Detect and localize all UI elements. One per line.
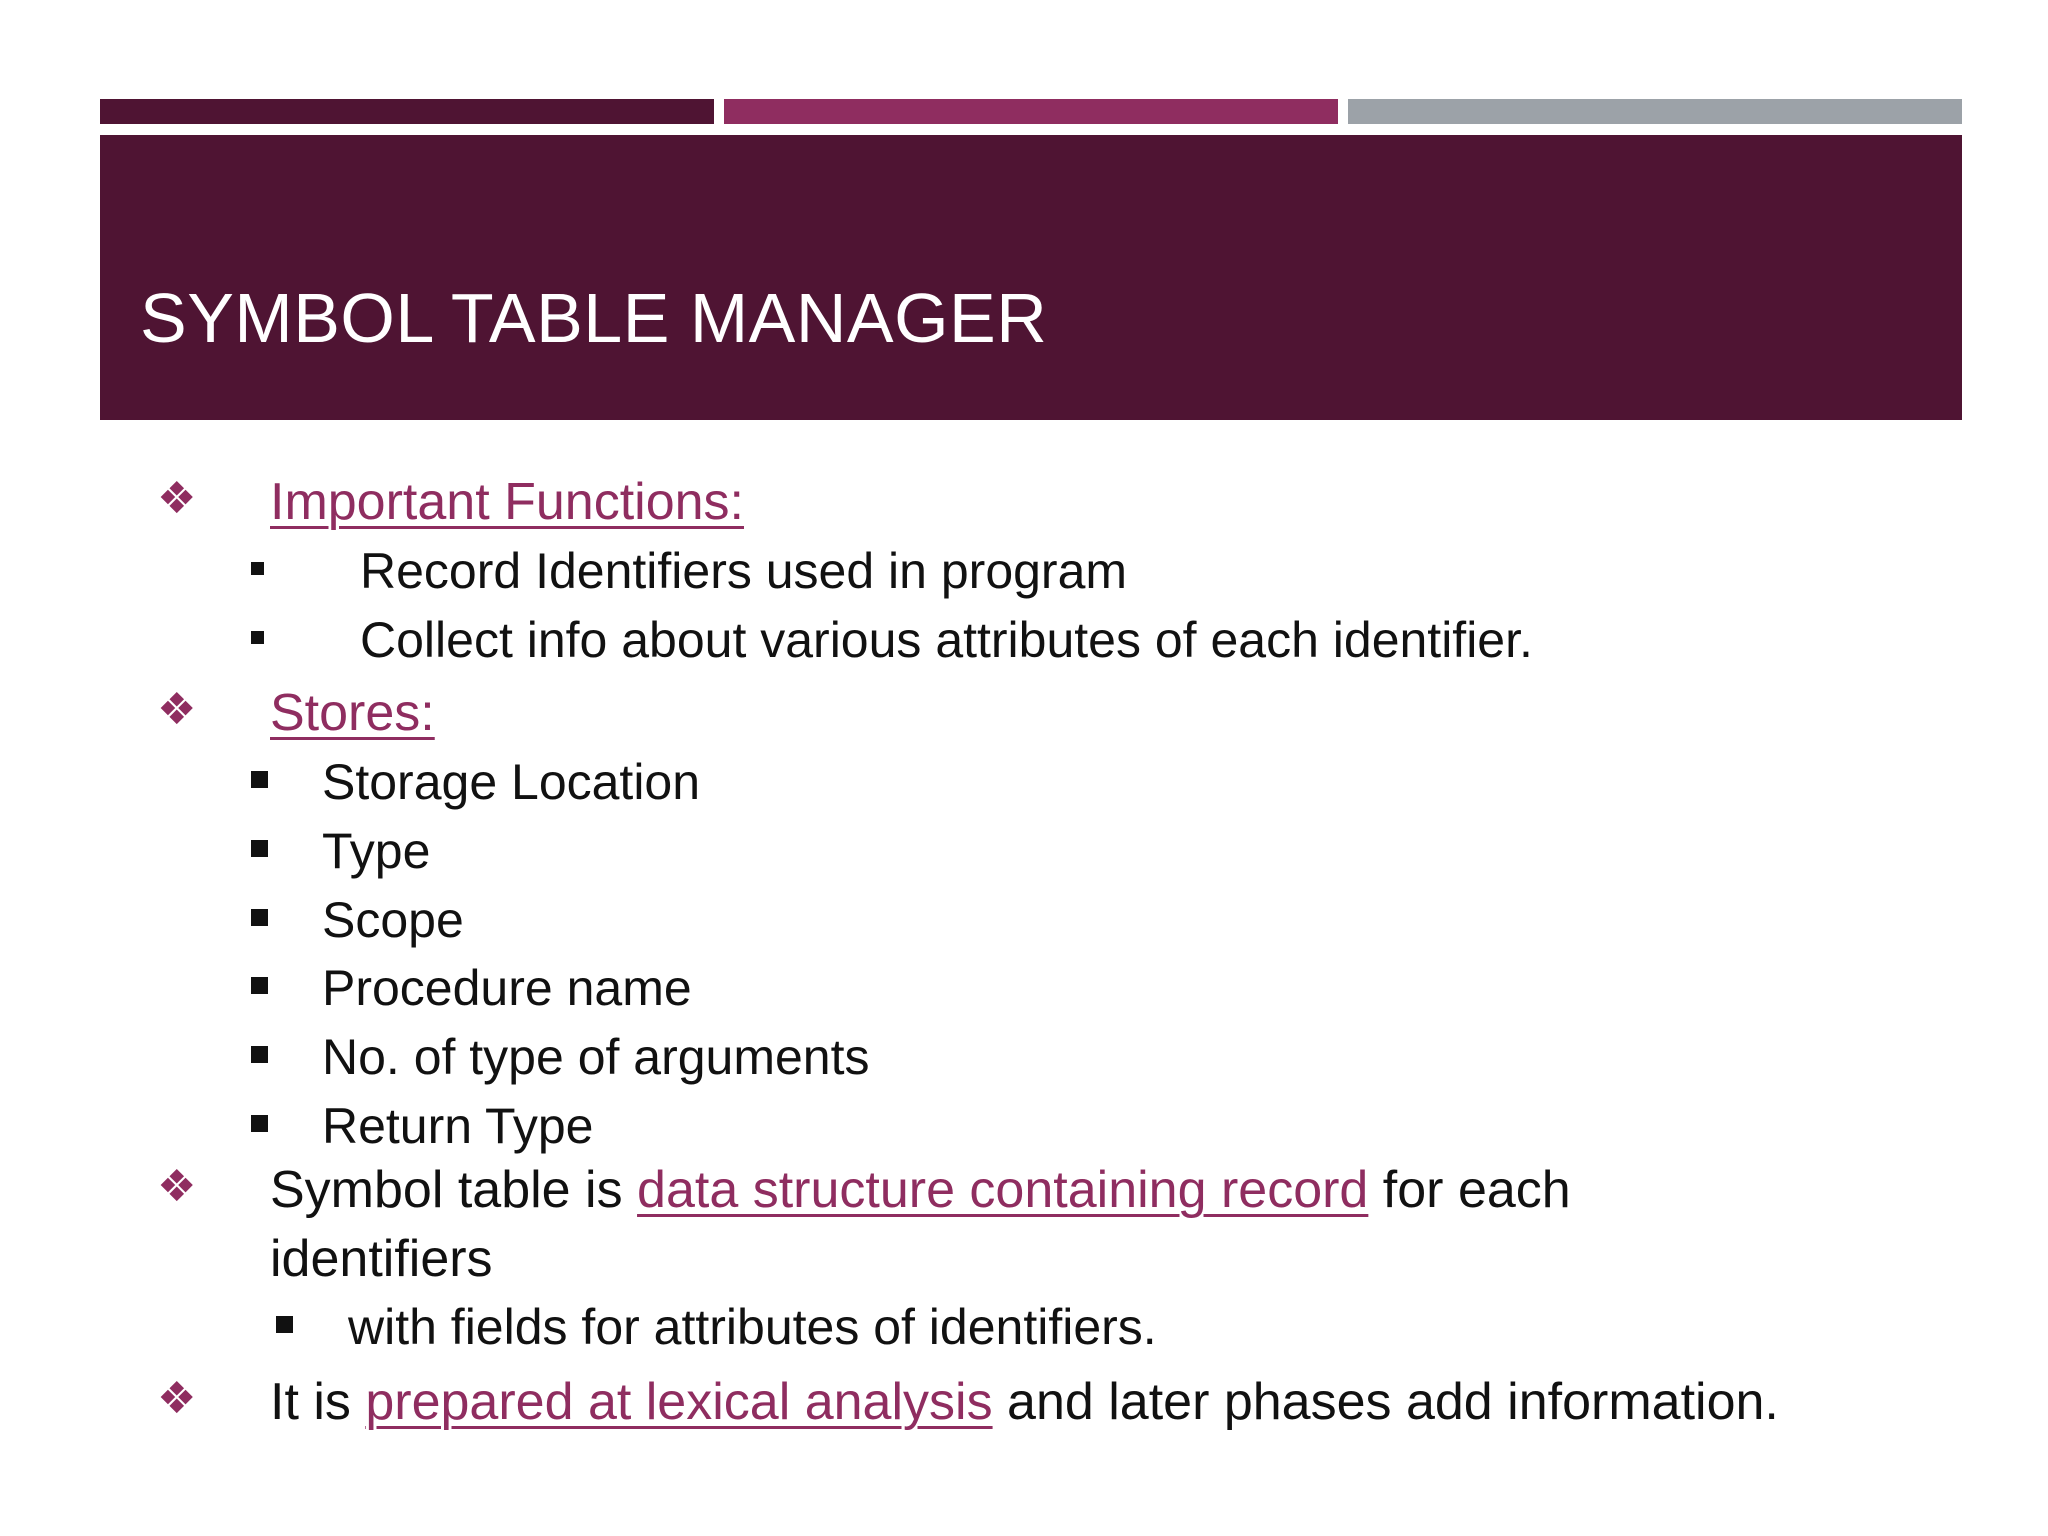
stores-item: Type [322, 823, 431, 879]
square-bullet-icon [251, 909, 268, 926]
square-bullet-icon [251, 1115, 268, 1132]
stores-item: No. of type of arguments [322, 1029, 870, 1085]
definition-line-2: identifiers [270, 1230, 493, 1288]
square-bullet-icon [276, 1316, 293, 1333]
stores-item: Scope [322, 892, 464, 948]
definition-suffix: for each [1368, 1161, 1571, 1219]
square-bullet-icon [251, 1046, 268, 1063]
prepared-link[interactable]: prepared at lexical analysis [365, 1373, 993, 1431]
functions-item: Record Identifiers used in program [360, 543, 1128, 599]
stores-item: Procedure name [322, 960, 692, 1016]
stores-item: Storage Location [322, 754, 701, 810]
functions-item: Collect info about various attributes of each identifier. [360, 612, 1533, 668]
stores-heading [270, 684, 435, 742]
prepared-suffix: and later phases add information. [992, 1373, 1779, 1431]
four-diamond-bullet-icon: ❖ [157, 474, 197, 523]
functions-heading [270, 473, 744, 531]
four-diamond-bullet-icon: ❖ [157, 1374, 197, 1423]
prepared-prefix: It is [270, 1373, 366, 1431]
definition-prefix: Symbol table is [270, 1161, 638, 1219]
definition-sub-item: with fields for attributes of identifiers. [348, 1299, 1157, 1355]
slide-title: SYMBOL TABLE MANAGER [140, 279, 1048, 357]
four-diamond-bullet-icon: ❖ [157, 685, 197, 734]
square-bullet-icon [251, 562, 264, 575]
square-bullet-icon [251, 771, 268, 788]
functions-heading-link[interactable]: Important Functions: [270, 473, 744, 531]
stores-item: Return Type [322, 1098, 594, 1154]
definition-line [270, 1161, 1571, 1219]
prepared-line [270, 1373, 1779, 1431]
four-diamond-bullet-icon: ❖ [157, 1162, 197, 1211]
square-bullet-icon [251, 840, 268, 857]
square-bullet-icon [251, 977, 268, 994]
definition-link[interactable]: data structure containing record [637, 1161, 1369, 1219]
square-bullet-icon [251, 631, 264, 644]
stores-heading-link[interactable]: Stores: [270, 684, 435, 742]
